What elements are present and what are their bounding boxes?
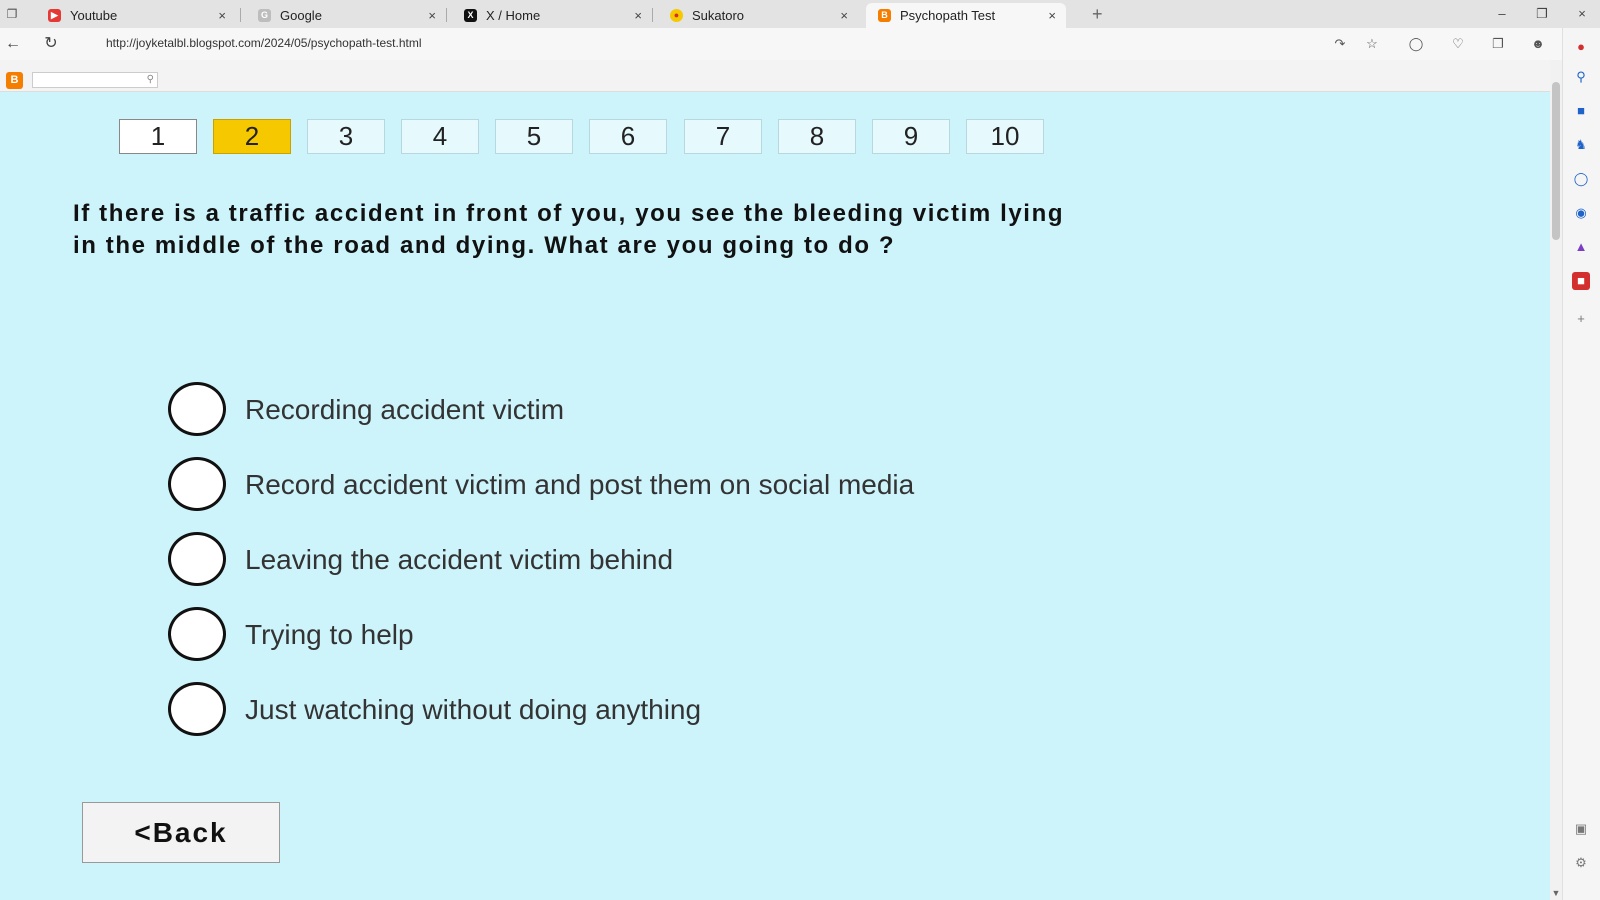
question-page-7[interactable]: 7 <box>684 119 762 154</box>
extensions-icon[interactable]: ◯ <box>1408 36 1424 51</box>
answer-label[interactable]: Leaving the accident victim behind <box>245 544 674 575</box>
close-icon[interactable]: × <box>1048 8 1056 23</box>
address-bar[interactable] <box>80 31 1380 57</box>
tab-title: Google <box>280 8 322 23</box>
blog-search-input[interactable] <box>32 72 158 88</box>
tab-google[interactable] <box>246 3 446 28</box>
question-page-9[interactable]: 9 <box>872 119 950 154</box>
question-page-5[interactable]: 5 <box>495 119 573 154</box>
answer-label[interactable]: Trying to help <box>245 619 414 650</box>
games-icon[interactable]: ♞ <box>1575 137 1587 152</box>
blogger-navbar <box>0 60 1550 92</box>
tab-actions-icon[interactable]: ❐ <box>6 7 18 21</box>
sukatoro-icon: ● <box>670 9 683 22</box>
search-icon[interactable]: ⚲ <box>146 74 154 85</box>
quiz-page <box>0 92 1550 900</box>
answer-option[interactable] <box>168 457 1068 511</box>
office-icon[interactable]: ◯ <box>1573 171 1589 186</box>
url-text[interactable]: http://joyketalbl.blogspot.com/2024/05/psychopath-test.html <box>106 36 422 50</box>
scroll-thumb[interactable] <box>1552 82 1560 240</box>
question-page-1[interactable]: 1 <box>119 119 197 154</box>
close-icon[interactable]: × <box>218 8 226 23</box>
answer-option[interactable] <box>168 532 1068 586</box>
question-page-2[interactable]: 2 <box>213 119 291 154</box>
tab-psychopath-test[interactable] <box>866 3 1066 28</box>
question-text: If there is a traffic accident in front of you, you see the bleeding victim lying in the middle of the road and dying. What are you going to do ? <box>73 200 1065 259</box>
tab-sukatoro[interactable] <box>658 3 858 28</box>
app-icon[interactable]: ■ <box>1572 272 1590 290</box>
copilot-icon[interactable]: ● <box>1577 39 1585 54</box>
scroll-down-arrow-icon[interactable]: ▼ <box>1551 888 1561 898</box>
outlook-icon[interactable]: ◉ <box>1575 205 1587 220</box>
answer-option[interactable] <box>168 382 1068 436</box>
google-icon: G <box>258 9 271 22</box>
close-icon[interactable]: × <box>840 8 848 23</box>
tab-title: X / Home <box>486 8 541 23</box>
close-icon[interactable]: × <box>428 8 436 23</box>
answer-label[interactable]: Recording accident victim <box>245 394 565 425</box>
answer-label[interactable]: Record accident victim and post them on social media <box>245 469 915 500</box>
radio-button[interactable] <box>168 532 226 586</box>
question-page-8[interactable]: 8 <box>778 119 856 154</box>
window-close-icon[interactable]: × <box>1578 6 1586 21</box>
tab-title: Psychopath Test <box>900 8 996 23</box>
settings-gear-icon[interactable]: ⚙ <box>1575 855 1587 870</box>
restore-icon[interactable]: ❐ <box>1536 6 1548 21</box>
radio-button[interactable] <box>168 457 226 511</box>
answer-label[interactable]: Just watching without doing anything <box>245 694 702 725</box>
radio-button[interactable] <box>168 607 226 661</box>
radio-button[interactable] <box>168 382 226 436</box>
designer-icon[interactable]: ▲ <box>1574 239 1588 254</box>
tab-strip <box>0 0 1600 28</box>
blogger-logo-icon[interactable]: B <box>6 72 23 89</box>
question-page-4[interactable]: 4 <box>401 119 479 154</box>
minimize-icon[interactable]: – <box>1498 6 1506 21</box>
blogger-icon: B <box>878 9 891 22</box>
reload-icon[interactable]: ↻ <box>44 35 58 52</box>
close-icon[interactable]: × <box>634 8 642 23</box>
add-icon[interactable]: + <box>1577 311 1585 326</box>
tab-x-home[interactable] <box>452 3 652 28</box>
answer-option[interactable] <box>168 607 1068 661</box>
question-page-10[interactable]: 10 <box>966 119 1044 154</box>
x-icon: X <box>464 9 477 22</box>
navigation-bar <box>0 28 1600 60</box>
favorites-icon[interactable]: ♡ <box>1452 36 1464 51</box>
bookmark-icon[interactable]: ☆ <box>1366 36 1378 51</box>
tab-title: Sukatoro <box>692 8 745 23</box>
briefcase-icon[interactable]: ■ <box>1577 103 1585 118</box>
scrollbar[interactable] <box>1550 60 1562 900</box>
collections-icon[interactable]: ❐ <box>1492 36 1504 51</box>
question-page-6[interactable]: 6 <box>589 119 667 154</box>
question-page-3[interactable]: 3 <box>307 119 385 154</box>
browser-sidebar <box>1562 28 1600 900</box>
new-tab-icon[interactable]: + <box>1092 4 1103 24</box>
search-icon[interactable]: ⚲ <box>1576 69 1586 84</box>
tab-youtube[interactable] <box>36 3 236 28</box>
tab-title: Youtube <box>70 8 118 23</box>
profile-icon[interactable]: ☻ <box>1531 36 1545 51</box>
youtube-icon: ▶ <box>48 9 61 22</box>
back-button[interactable]: <Back <box>82 802 280 863</box>
share-icon[interactable]: ↷ <box>1334 36 1346 51</box>
sidebar-layout-icon[interactable]: ▣ <box>1574 821 1588 836</box>
back-arrow-icon[interactable]: ← <box>5 35 21 52</box>
radio-button[interactable] <box>168 682 226 736</box>
answer-option[interactable] <box>168 682 1068 736</box>
